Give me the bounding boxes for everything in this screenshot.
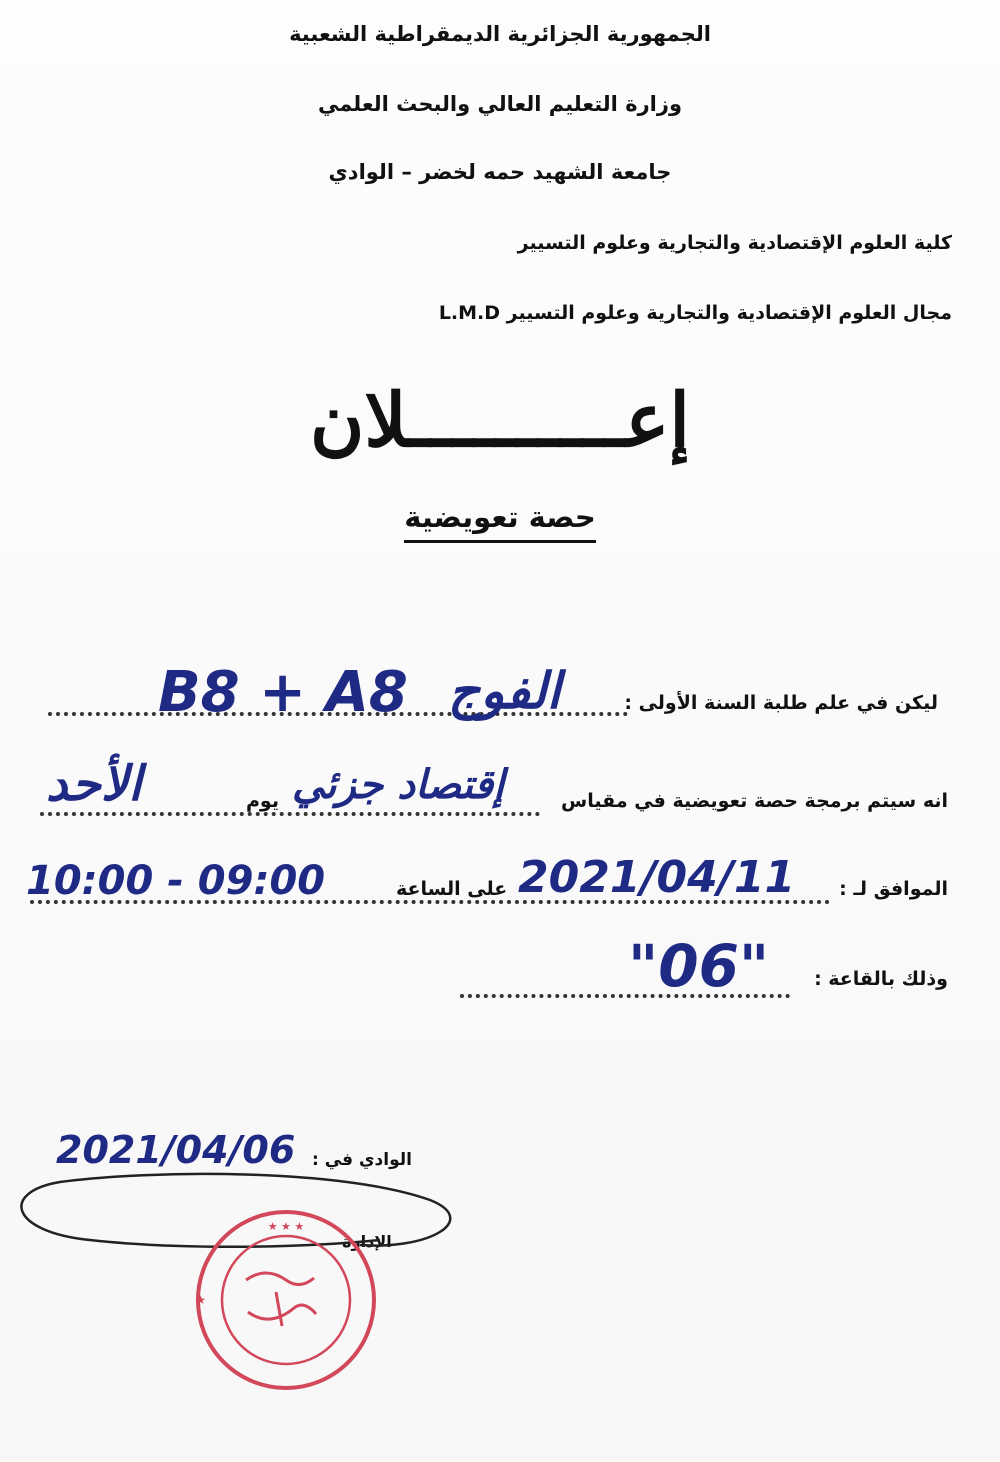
admin-label: الإدارة xyxy=(342,1232,392,1251)
time-label: على الساعة xyxy=(396,878,508,900)
handwritten-signature-date: 2021/04/06 xyxy=(56,1128,296,1172)
handwritten-time: 10:00 - 09:00 xyxy=(26,858,326,904)
handwritten-group: الفوج xyxy=(448,662,561,720)
handwritten-date: 2021/04/11 xyxy=(518,852,796,903)
handwritten-sections: B8 + A8 xyxy=(158,660,408,725)
subject-label: انه سيتم برمجة حصة تعويضية في مقياس xyxy=(561,790,948,812)
handwritten-room: "06" xyxy=(628,932,770,1000)
day-label: يوم xyxy=(246,790,279,812)
svg-text:★: ★ xyxy=(195,1293,206,1307)
room-label: وذلك بالقاعة : xyxy=(814,968,948,990)
university-stamp xyxy=(186,1200,386,1400)
announcement-title: إعــــــــــلان xyxy=(309,378,690,464)
header-republic: الجمهورية الجزائرية الديمقراطية الشعبية xyxy=(289,22,711,46)
handwritten-day: الأحد xyxy=(46,756,142,812)
header-university: جامعة الشهيد حمه لخضر – الوادي xyxy=(328,160,672,184)
date-label: الموافق لـ : xyxy=(839,878,948,900)
place-label: الوادي في : xyxy=(312,1150,412,1170)
students-label: ليكن في علم طلبة السنة الأولى : xyxy=(624,692,938,714)
handwritten-subject: إقتصاد جزئي xyxy=(292,762,505,808)
header-faculty: كلية العلوم الإقتصادية والتجارية وعلوم التسيير xyxy=(517,232,952,254)
svg-text:★ ★ ★: ★ ★ ★ xyxy=(267,1220,305,1233)
header-ministry: وزارة التعليم العالي والبحث العلمي xyxy=(317,92,683,116)
header-domain: مجال العلوم الإقتصادية والتجارية وعلوم التسيير L.M.D xyxy=(438,302,952,324)
subtitle-text: حصة تعويضية xyxy=(404,500,596,543)
